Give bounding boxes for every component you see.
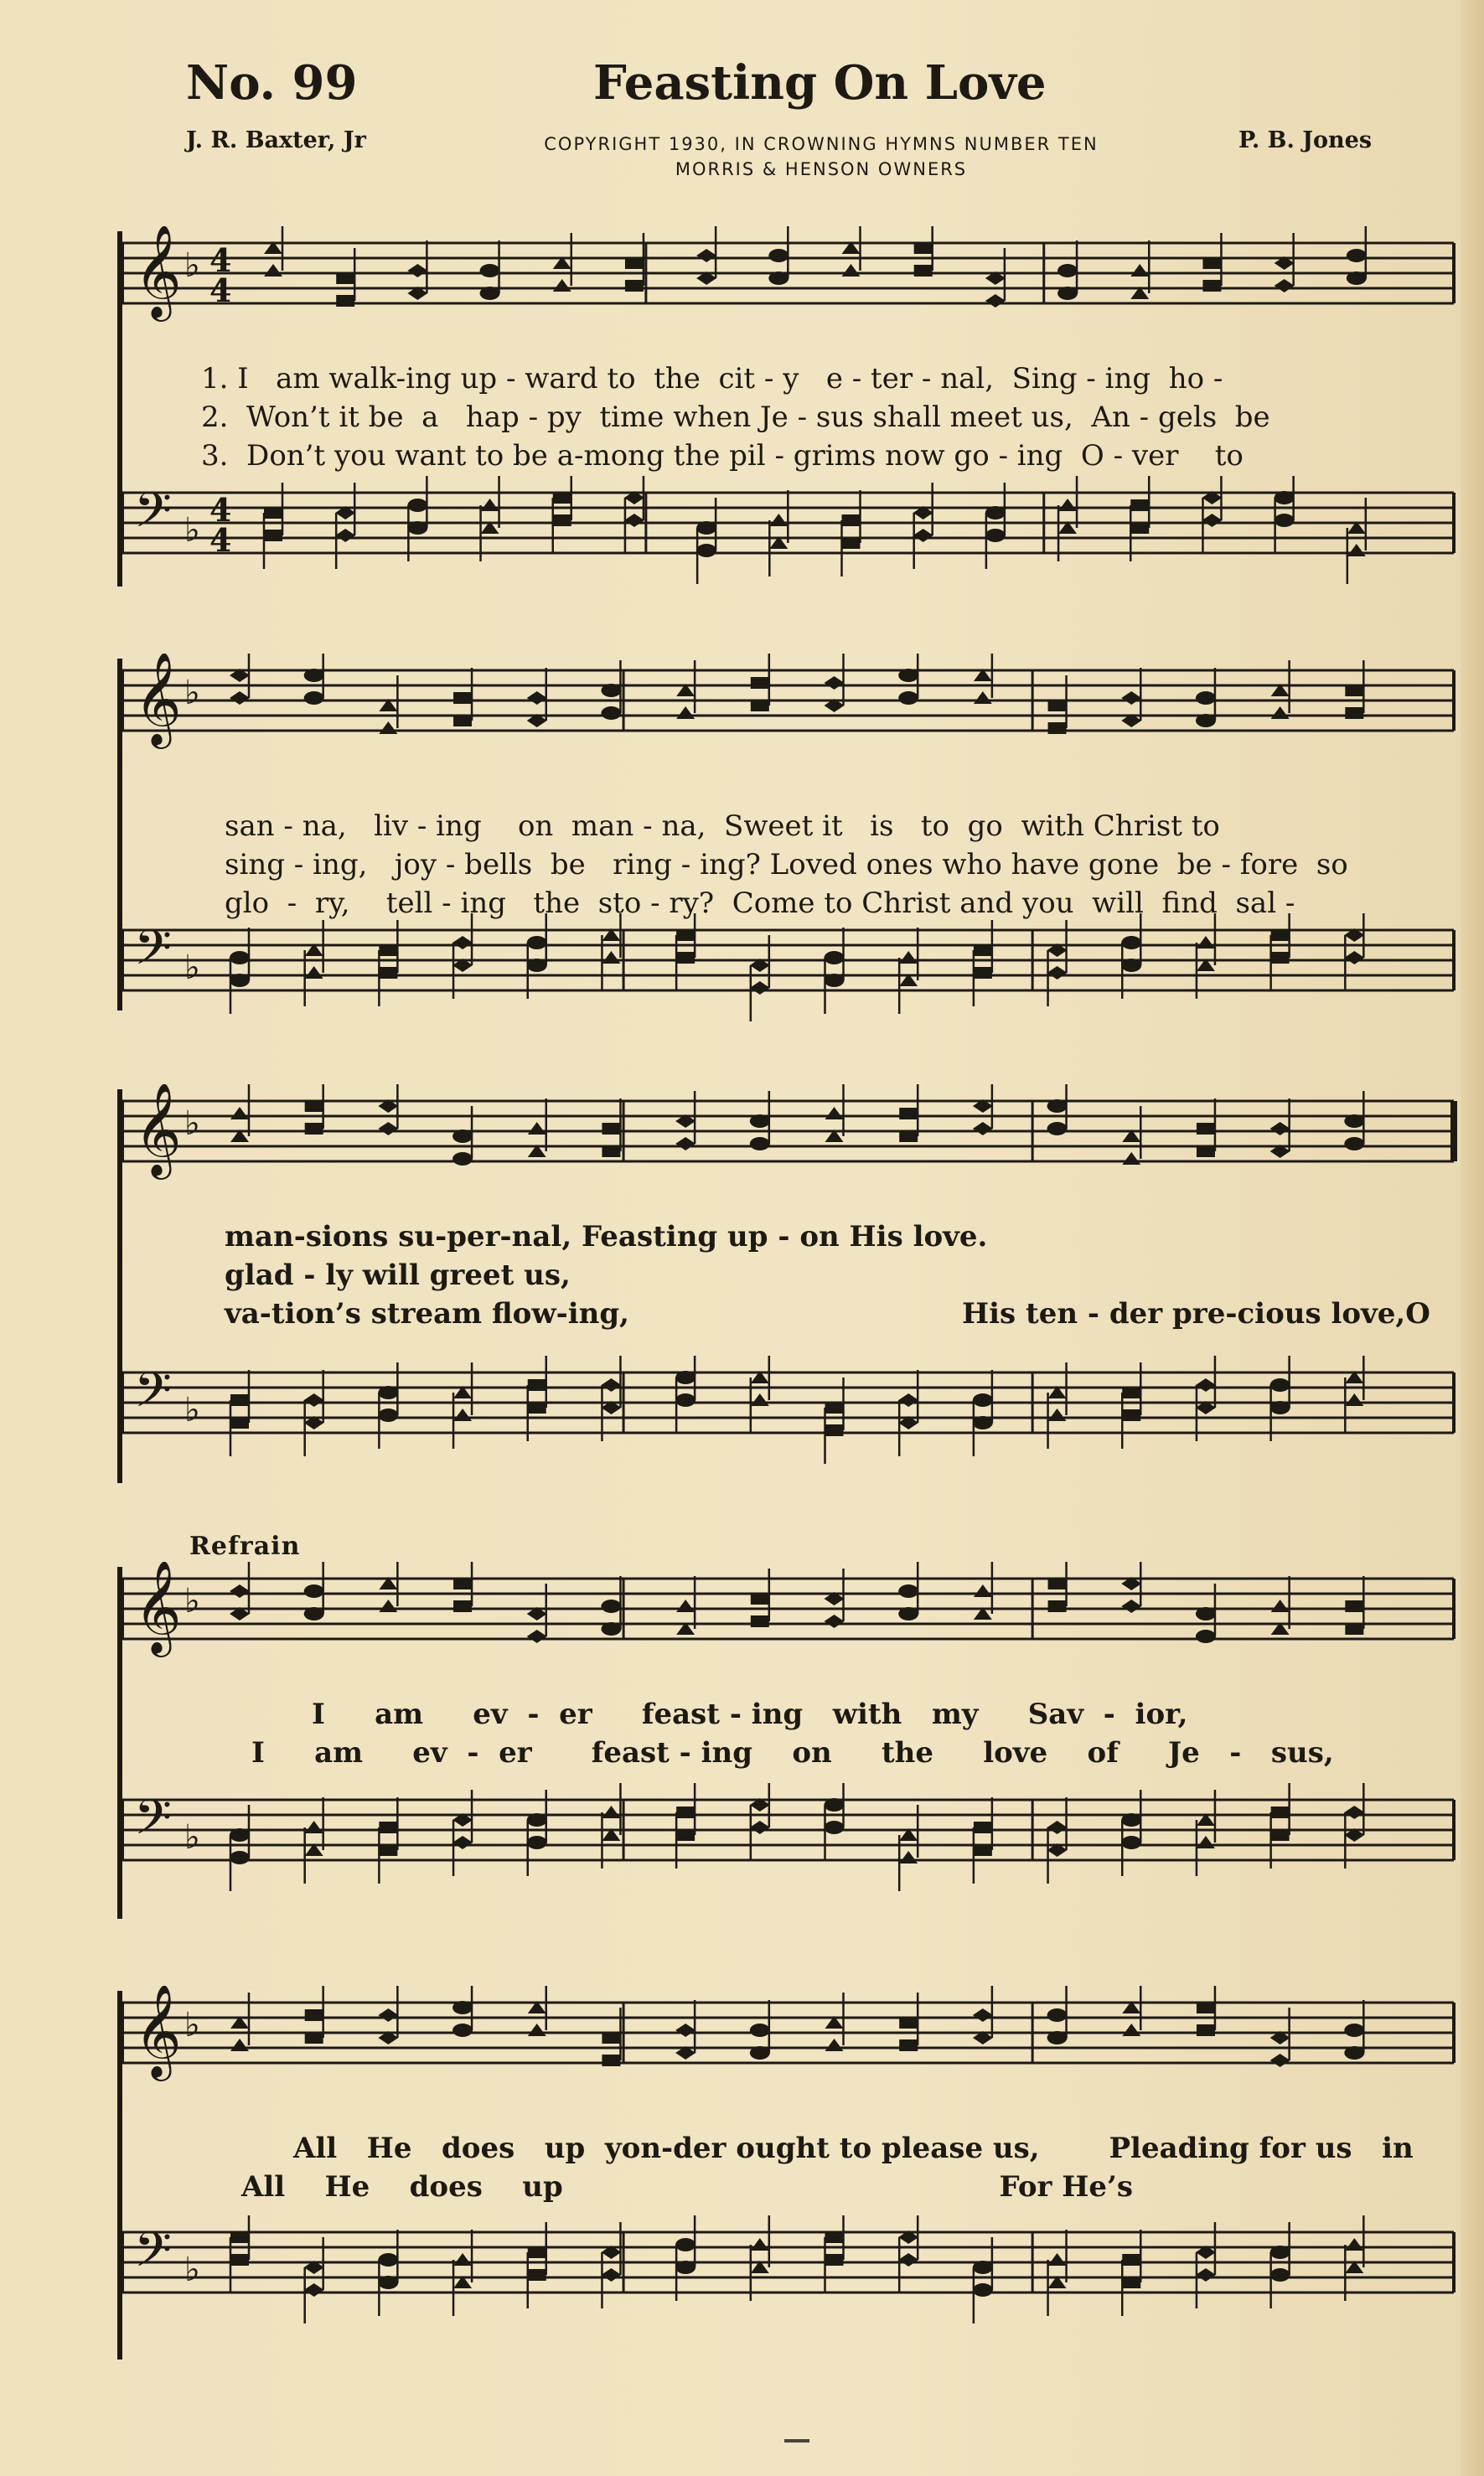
shape-note-head	[264, 530, 282, 541]
shape-note-head	[825, 1107, 844, 1119]
system-4-bass-staff	[0, 1783, 1484, 1909]
shape-note-head	[914, 265, 933, 277]
shape-note-head	[336, 295, 354, 307]
shape-note-head	[1271, 706, 1290, 719]
shape-note-head	[407, 521, 427, 535]
shape-note-head	[1344, 1114, 1364, 1128]
shape-note-head	[452, 936, 473, 949]
shape-note-head	[974, 967, 992, 979]
shape-note-head	[304, 669, 324, 682]
shape-note-head	[602, 1145, 620, 1157]
shape-note-head	[1047, 966, 1068, 980]
shape-note-head	[379, 721, 397, 734]
shape-note-head	[825, 951, 845, 964]
shape-note-head	[305, 2009, 323, 2021]
refrain-label: Refrain	[189, 1532, 301, 1561]
shape-note-head	[1271, 929, 1290, 941]
shape-note-head	[1275, 279, 1295, 292]
shape-note-head	[335, 529, 355, 542]
shape-note-head	[1197, 2024, 1215, 2036]
shape-note-head	[1270, 1122, 1290, 1135]
shape-note-head	[675, 2024, 695, 2037]
shape-note-head	[1345, 1623, 1363, 1635]
shape-note-head	[1196, 1378, 1216, 1392]
shape-note-head	[973, 2283, 993, 2297]
shape-note-head	[974, 1584, 992, 1597]
system-5-lyric-2: All He does up For He’s	[241, 2170, 1133, 2204]
treble-clef-icon: 𝄞	[134, 654, 182, 745]
shape-note-head	[899, 1108, 918, 1119]
treble-clef-icon: 𝄞	[134, 1562, 182, 1653]
shape-note-head	[768, 249, 789, 262]
shape-note-head	[1047, 1099, 1068, 1113]
shape-note-head	[1271, 952, 1290, 964]
system-5-lyric-1: All He does up yon-der ought to please us, Pleading for us in	[293, 2132, 1414, 2165]
shape-note-head	[696, 249, 716, 262]
shape-note-head	[379, 1844, 397, 1856]
shape-note-head	[452, 1836, 473, 1849]
shape-note-head	[675, 2261, 695, 2274]
shape-note-head	[676, 952, 695, 964]
shape-note-head	[230, 951, 250, 964]
shape-note-head	[1048, 700, 1067, 711]
shape-note-head	[602, 1806, 620, 1818]
shape-note-head	[304, 1393, 324, 1407]
shape-note-head	[825, 974, 845, 987]
shape-note-head	[1344, 2024, 1364, 2037]
shape-note-head	[528, 1379, 546, 1391]
shape-note-head	[1121, 1813, 1141, 1827]
time-signature-top: 4	[209, 491, 232, 529]
shape-note-head	[1121, 691, 1141, 705]
flat-key-signature-icon: ♭	[184, 2006, 200, 2044]
system-4-lyric-2: I am ev - er feast - ing on the love of Je - sus,	[251, 1736, 1334, 1770]
flat-key-signature-icon: ♭	[184, 2251, 200, 2289]
shape-note-head	[305, 2032, 323, 2044]
time-signature-top: 4	[209, 241, 232, 279]
shape-note-head	[913, 529, 933, 542]
system-2-bass-staff	[0, 913, 1484, 1039]
shape-note-head	[1122, 2277, 1140, 2288]
shape-note-head	[1202, 257, 1221, 269]
shape-note-head	[675, 2238, 695, 2251]
shape-note-head	[825, 676, 845, 690]
shape-note-head	[898, 1393, 918, 1407]
shape-note-head	[1345, 1393, 1363, 1406]
system-4-treble-staff	[0, 1562, 1484, 1688]
shape-note-head	[696, 544, 716, 557]
shape-note-head	[1047, 1821, 1068, 1834]
shape-note-head	[1121, 1600, 1141, 1613]
shape-note-head	[898, 669, 918, 682]
shape-note-head	[974, 691, 992, 704]
shape-note-head	[527, 1630, 547, 1643]
shape-note-head	[378, 1386, 398, 1399]
shape-note-head	[601, 1378, 621, 1392]
flat-key-signature-icon: ♭	[184, 949, 200, 987]
flat-key-signature-icon: ♭	[184, 1391, 200, 1429]
system-1-bass-staff	[0, 476, 1484, 602]
shape-note-head	[1122, 2024, 1140, 2036]
shape-note-head	[264, 507, 282, 519]
shape-note-head	[825, 2039, 844, 2051]
bass-clef-icon: 𝄢	[134, 482, 173, 551]
shape-note-head	[230, 1107, 249, 1119]
shape-note-head	[1048, 2253, 1067, 2266]
shape-note-head	[899, 1851, 918, 1863]
shape-note-head	[676, 1807, 695, 1818]
shape-note-head	[527, 691, 547, 705]
flat-key-signature-icon: ♭	[184, 1104, 200, 1143]
shape-note-head	[1270, 1378, 1290, 1392]
shape-note-head	[973, 1416, 993, 1429]
shape-note-head	[230, 1417, 249, 1429]
shape-note-head	[825, 1424, 844, 1436]
shape-note-head	[230, 2231, 249, 2243]
shape-note-head	[1048, 722, 1067, 734]
shape-note-head	[1202, 514, 1222, 527]
shape-note-head	[973, 1122, 993, 1135]
system-3-verse-1: man-sions su-per-nal, Feasting up - on His love.	[225, 1220, 988, 1254]
treble-clef-icon: 𝄞	[134, 226, 182, 318]
shape-note-head	[1271, 1829, 1290, 1841]
shape-note-head	[1344, 1806, 1364, 1819]
system-2-verse-2: sing - ing, joy - bells be ring - ing? Loved ones who have gone be - fore so	[225, 848, 1348, 881]
shape-note-head	[1344, 2046, 1364, 2060]
shape-note-head	[985, 529, 1006, 542]
shape-note-head	[1058, 499, 1077, 511]
shape-note-head	[1047, 1122, 1068, 1135]
shape-note-head	[751, 1593, 769, 1605]
shape-note-head	[750, 981, 770, 995]
shape-note-head	[1347, 544, 1366, 556]
shape-note-head	[750, 1821, 770, 1834]
shape-note-head	[750, 1114, 770, 1128]
shape-note-head	[230, 691, 250, 705]
shape-note-head	[696, 521, 716, 535]
shape-note-head	[750, 1137, 770, 1150]
shape-note-head	[1275, 491, 1295, 504]
shape-note-head	[1197, 2002, 1215, 2013]
shape-note-head	[305, 1123, 323, 1135]
shape-note-head	[379, 967, 397, 979]
shape-note-head	[899, 2017, 918, 2029]
shape-note-head	[825, 2254, 844, 2266]
shape-note-head	[379, 1600, 397, 1612]
shape-note-head	[230, 1851, 250, 1864]
shape-note-head	[985, 506, 1006, 519]
shape-note-head	[842, 264, 861, 277]
shape-note-head	[898, 2253, 918, 2267]
shape-note-head	[898, 1607, 918, 1621]
shape-note-head	[453, 2253, 472, 2266]
shape-note-head	[676, 1829, 695, 1841]
shape-note-head	[1344, 1137, 1364, 1150]
shape-note-head	[1122, 1387, 1140, 1398]
shape-note-head	[1345, 2238, 1363, 2251]
shape-note-head	[825, 2231, 844, 2243]
shape-note-head	[1347, 271, 1367, 285]
shape-note-head	[230, 974, 250, 987]
shape-note-head	[230, 2254, 249, 2266]
shape-note-head	[527, 1813, 547, 1827]
shape-note-head	[676, 706, 695, 719]
shape-note-head	[1047, 2008, 1068, 2022]
shape-note-head	[1270, 2246, 1290, 2259]
page-mark	[784, 2439, 809, 2442]
shape-note-head	[973, 2261, 993, 2274]
shape-note-head	[528, 2246, 546, 2258]
shape-note-head	[1270, 2054, 1290, 2067]
shape-note-head	[602, 2055, 620, 2066]
shape-note-head	[264, 264, 282, 277]
shape-note-head	[974, 944, 992, 956]
shape-note-head	[453, 1600, 472, 1612]
shape-note-head	[1196, 1607, 1216, 1621]
shape-note-head	[1122, 2254, 1140, 2266]
shape-note-head	[1344, 951, 1364, 964]
shape-note-head	[379, 944, 397, 956]
shape-note-head	[1197, 1836, 1215, 1848]
shape-note-head	[553, 514, 571, 526]
shape-note-head	[1345, 685, 1363, 696]
system-1-treble-staff	[0, 226, 1484, 352]
shape-note-head	[675, 1371, 695, 1384]
flat-key-signature-icon: ♭	[184, 511, 200, 550]
copyright-line-1: COPYRIGHT 1930, IN CROWNING HYMNS NUMBER TEN	[544, 134, 1099, 154]
shape-note-head	[379, 1822, 397, 1833]
shape-note-head	[378, 2253, 398, 2267]
shape-note-head	[1130, 264, 1149, 277]
shape-note-head	[1271, 1600, 1290, 1612]
copyright-line-2: MORRIS & HENSON OWNERS	[675, 159, 968, 179]
shape-note-head	[527, 959, 547, 972]
shape-note-head	[1196, 691, 1216, 705]
shape-note-head	[1047, 2031, 1068, 2044]
bass-clef-icon: 𝄢	[134, 2221, 173, 2290]
shape-note-head	[480, 287, 500, 300]
shape-note-head	[1197, 1145, 1215, 1157]
system-3-alto-lyric: His ten - der pre-cious love,O	[962, 1297, 1430, 1331]
shape-note-head	[528, 2269, 546, 2281]
shape-note-head	[1347, 249, 1367, 262]
system-2-treble-staff	[0, 654, 1484, 779]
shape-note-head	[601, 706, 621, 720]
shape-note-head	[1122, 1152, 1140, 1165]
shape-note-head	[825, 1821, 845, 1834]
shape-note-head	[898, 1584, 918, 1598]
shape-note-head	[601, 684, 621, 697]
shape-note-head	[676, 1600, 695, 1612]
shape-note-head	[553, 492, 571, 504]
shape-note-head	[336, 272, 354, 284]
shape-note-head	[914, 242, 933, 254]
shape-note-head	[825, 1615, 845, 1628]
treble-clef-icon: 𝄞	[134, 1084, 182, 1176]
shape-note-head	[453, 1409, 472, 1421]
shape-note-head	[675, 1393, 695, 1407]
shape-note-head	[453, 1578, 472, 1589]
shape-note-head	[898, 691, 918, 705]
shape-note-head	[624, 514, 644, 527]
shape-note-head	[974, 1822, 992, 1833]
shape-note-head	[602, 1123, 620, 1135]
shape-note-head	[1130, 522, 1149, 534]
hymn-number: No. 99	[186, 55, 358, 111]
shape-note-head	[751, 677, 769, 689]
shape-note-head	[602, 2032, 620, 2044]
shape-note-head	[452, 1129, 473, 1143]
shape-note-head	[842, 514, 861, 526]
shape-note-head	[1197, 936, 1215, 949]
flat-key-signature-icon: ♭	[184, 674, 200, 712]
shape-note-head	[602, 951, 620, 964]
shape-note-head	[378, 1122, 398, 1135]
shape-note-head	[378, 1409, 398, 1422]
shape-note-head	[601, 1622, 621, 1636]
shape-note-head	[601, 1600, 621, 1613]
shape-note-head	[304, 2283, 324, 2297]
shape-note-head	[899, 2039, 918, 2051]
shape-note-head	[527, 936, 547, 949]
shape-note-head	[625, 257, 644, 269]
system-5-treble-staff	[0, 1986, 1484, 2112]
shape-note-head	[1196, 2268, 1216, 2282]
shape-note-head	[1122, 1409, 1140, 1421]
shape-note-head	[527, 1836, 547, 1849]
shape-note-head	[973, 2008, 993, 2022]
shape-note-head	[985, 294, 1006, 308]
shape-note-head	[601, 2268, 621, 2282]
shape-note-head	[305, 966, 323, 979]
shape-note-head	[553, 279, 571, 292]
shape-note-head	[1121, 959, 1141, 972]
system-3-bass-staff	[0, 1356, 1484, 1481]
shape-note-head	[230, 1394, 249, 1406]
bass-clef-icon: 𝄢	[134, 1789, 173, 1858]
flat-key-signature-icon: ♭	[184, 1818, 200, 1857]
system-2-verse-3: glo - ry, tell - ing the sto - ry? Come to Christ and you will find sal -	[225, 887, 1295, 920]
shape-note-head	[453, 692, 472, 704]
shape-note-head	[825, 1798, 845, 1812]
shape-note-head	[1275, 514, 1295, 527]
shape-note-head	[1048, 1409, 1067, 1421]
shape-note-head	[1345, 707, 1363, 719]
shape-note-head	[675, 1137, 695, 1150]
system-3-treble-staff	[0, 1084, 1484, 1210]
shape-note-head	[528, 1122, 546, 1135]
shape-note-head	[1130, 499, 1149, 511]
shape-note-head	[899, 951, 918, 964]
system-1-verse-3: 3. Don’t you want to be a-mong the pil - grims now go - ing O - ver to	[201, 439, 1244, 473]
shape-note-head	[528, 1402, 546, 1414]
shape-note-head	[750, 2046, 770, 2060]
hymn-title: Feasting On Love	[593, 55, 1047, 111]
system-5-bass-staff	[0, 2215, 1484, 2341]
shape-note-head	[480, 264, 500, 277]
shape-note-head	[1048, 1578, 1067, 1589]
shape-note-head	[1271, 1807, 1290, 1818]
shape-note-head	[899, 1130, 918, 1142]
shape-note-head	[453, 715, 472, 726]
shape-note-head	[1196, 1630, 1216, 1643]
shape-note-head	[230, 1828, 250, 1842]
shape-note-head	[768, 271, 789, 285]
shape-note-head	[304, 691, 324, 705]
shape-note-head	[481, 499, 499, 511]
shape-note-head	[1345, 1600, 1363, 1612]
system-1-verse-1: 1. I am walk-ing up - ward to the cit - y e - ter - nal, Sing - ing ho -	[201, 362, 1223, 395]
shape-note-head	[1196, 714, 1216, 727]
flat-key-signature-icon: ♭	[184, 1582, 200, 1621]
shape-note-head	[825, 1402, 844, 1414]
shape-note-head	[842, 537, 861, 549]
shape-note-head	[1270, 1401, 1290, 1414]
shape-note-head	[751, 2238, 769, 2251]
shape-note-head	[452, 2001, 473, 2014]
shape-note-head	[1202, 280, 1221, 292]
shape-note-head	[1270, 2268, 1290, 2282]
flat-key-signature-icon: ♭	[184, 246, 200, 285]
shape-note-head	[304, 1584, 324, 1598]
time-signature-bottom: 4	[209, 521, 232, 559]
shape-note-head	[751, 1615, 769, 1627]
shape-note-head	[452, 2024, 473, 2037]
shape-note-head	[1057, 264, 1078, 277]
shape-note-head	[769, 514, 788, 526]
lyricist-credit: J. R. Baxter, Jr	[186, 127, 366, 153]
shape-note-head	[407, 499, 427, 512]
shape-note-head	[1048, 1600, 1067, 1612]
shape-note-head	[751, 1393, 769, 1406]
shape-note-head	[230, 1584, 250, 1598]
system-1-verse-2: 2. Won’t it be a hap - py time when Je - sus shall meet us, An - gels be	[201, 401, 1270, 434]
shape-note-head	[378, 2008, 398, 2022]
shape-note-head	[305, 1821, 323, 1833]
bass-clef-icon: 𝄢	[134, 1362, 173, 1430]
shape-note-head	[528, 2024, 546, 2036]
bass-clef-icon: 𝄢	[134, 919, 173, 988]
shape-note-head	[750, 2024, 770, 2037]
shape-note-head	[230, 2039, 249, 2051]
shape-note-head	[1121, 1836, 1141, 1849]
shape-note-head	[378, 2276, 398, 2289]
time-signature-bottom: 4	[209, 271, 232, 309]
system-4-lyric-1: I am ev - er feast - ing with my Sav - ior,	[312, 1698, 1188, 1731]
shape-note-head	[452, 1152, 473, 1166]
shape-note-head	[305, 1100, 323, 1112]
shape-note-head	[676, 929, 695, 941]
system-3-verse-3: va-tion’s stream flow-ing,	[225, 1297, 629, 1331]
shape-note-head	[304, 1607, 324, 1621]
shape-note-head	[1197, 1123, 1215, 1135]
shape-note-head	[625, 280, 644, 292]
shape-note-head	[1121, 936, 1141, 949]
treble-clef-icon: 𝄞	[134, 1986, 182, 2077]
shape-note-head	[1057, 287, 1078, 300]
system-2-verse-1: san - na, liv - ing on man - na, Sweet it is to go with Christ to	[225, 809, 1220, 843]
system-3-verse-2: glad - ly will greet us,	[225, 1259, 571, 1292]
shape-note-head	[751, 700, 769, 711]
shape-note-head	[973, 1393, 993, 1407]
shape-note-head	[407, 264, 427, 277]
composer-credit: P. B. Jones	[1238, 127, 1373, 153]
shape-note-head	[974, 1844, 992, 1856]
